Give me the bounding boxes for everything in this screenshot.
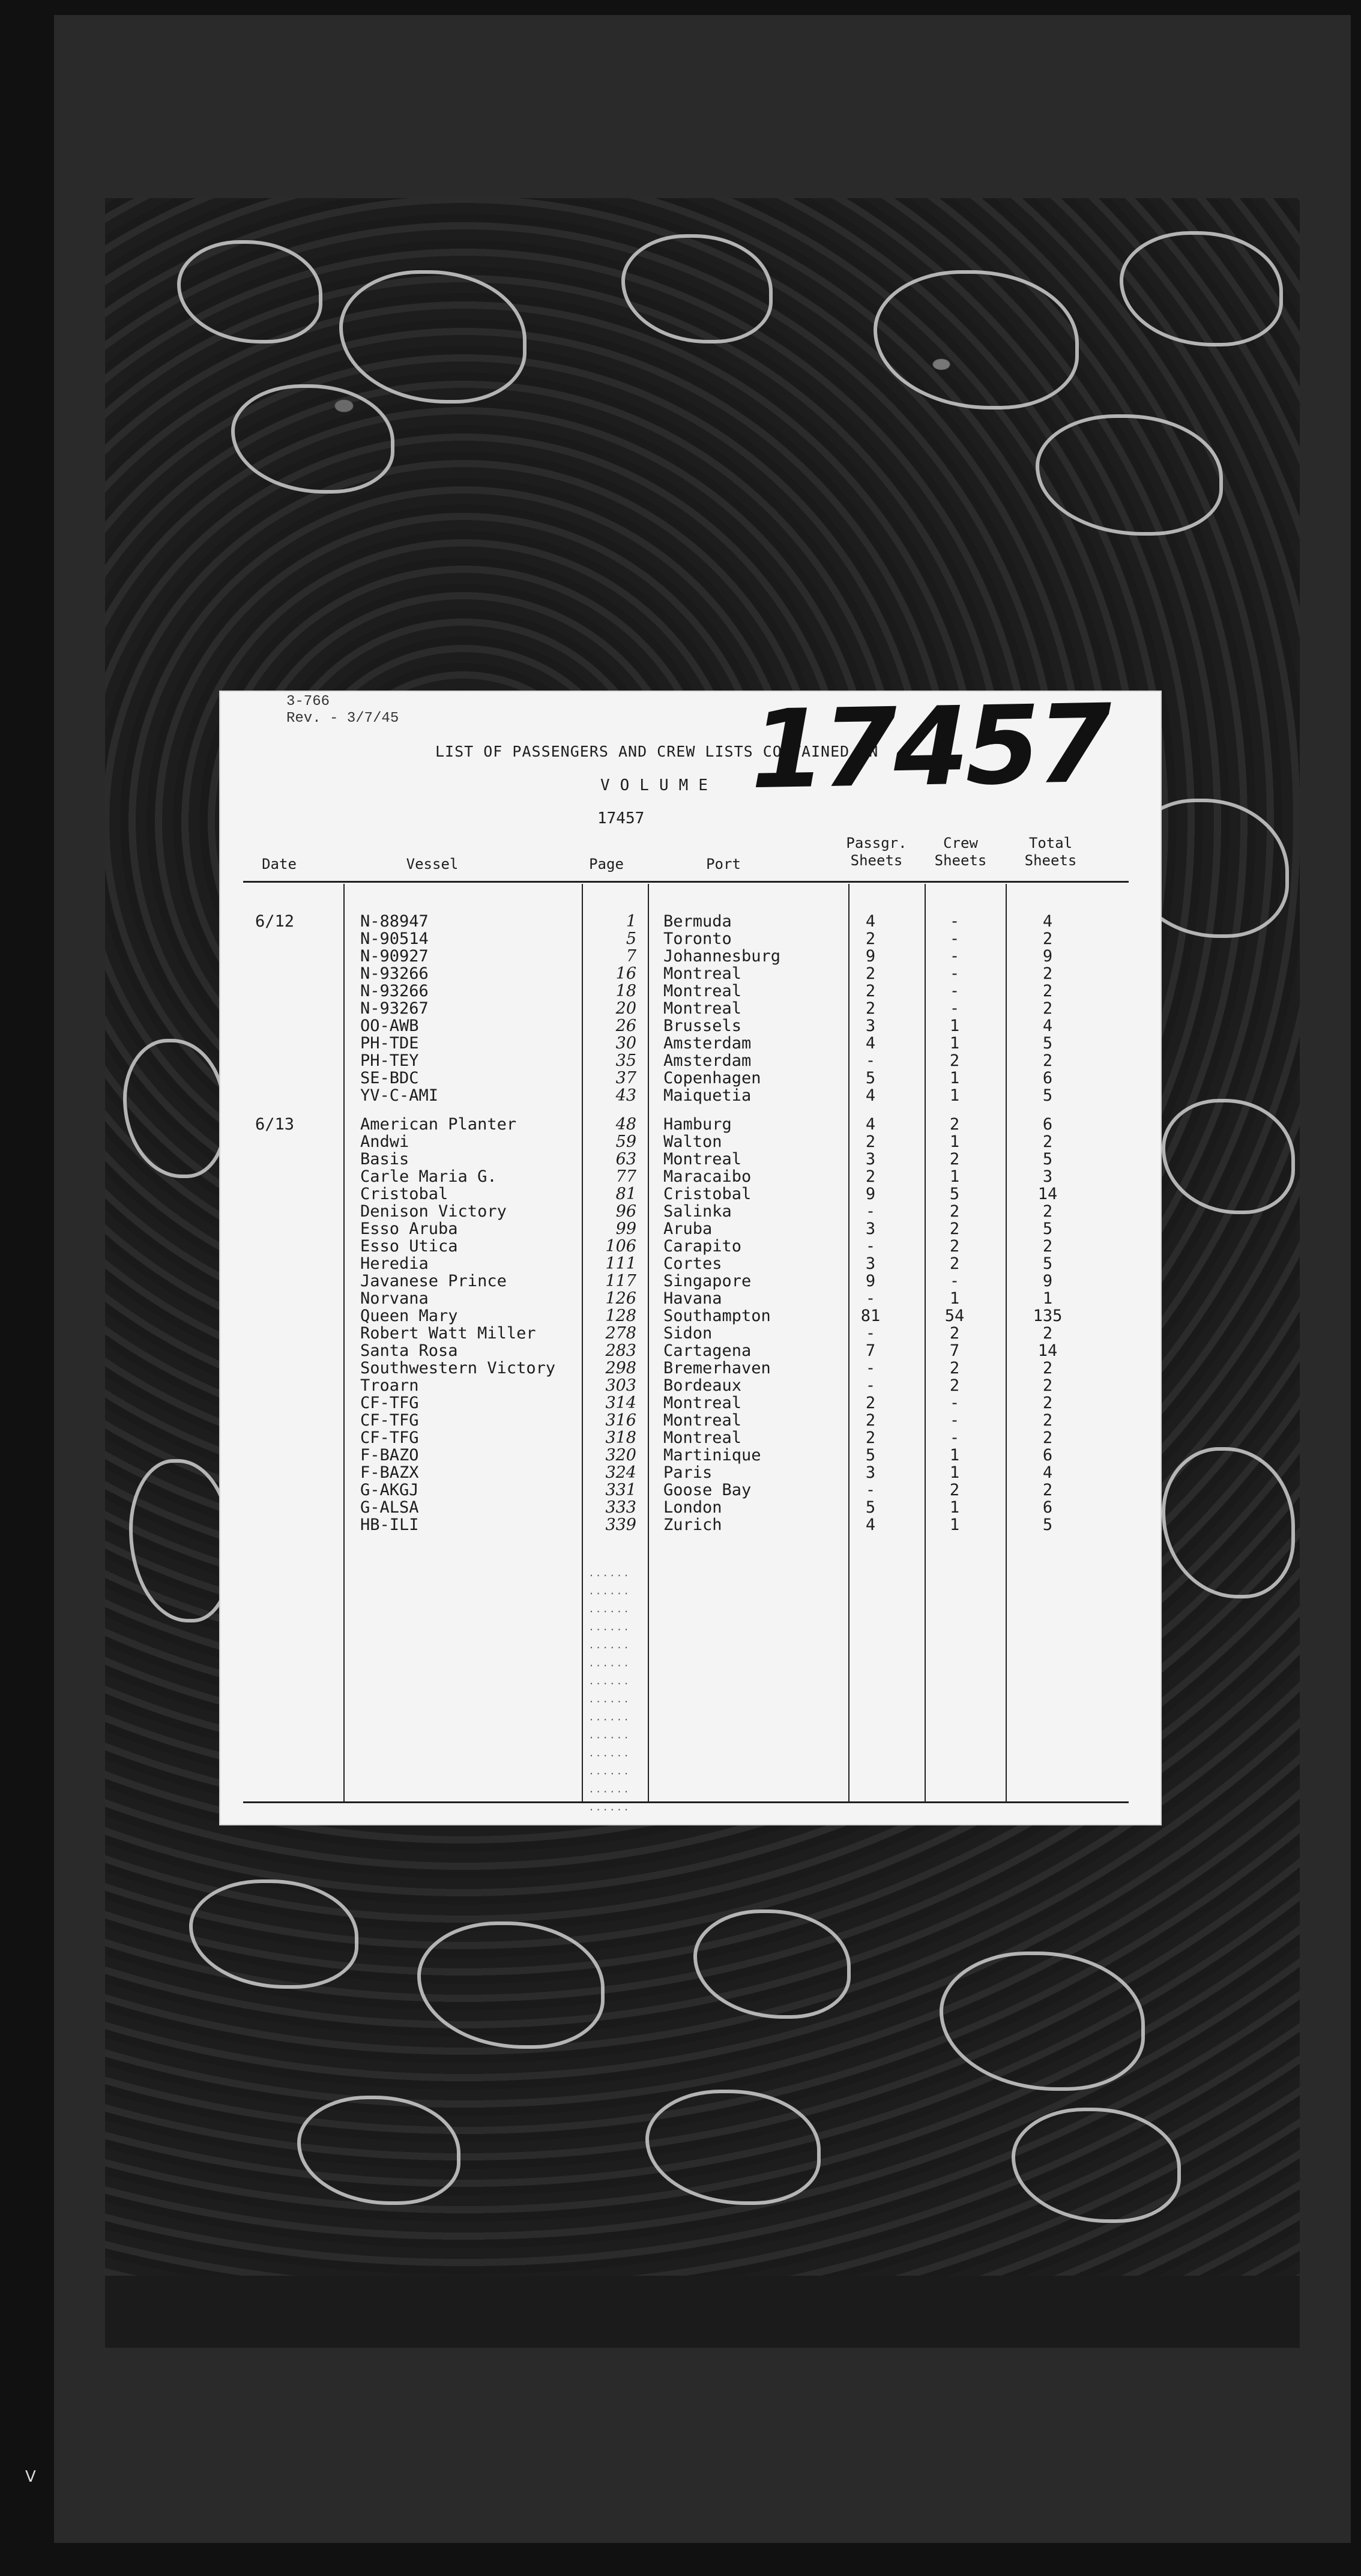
vessel-cell: N-90514: [360, 930, 429, 948]
passenger-sheets-cell: 3: [865, 1463, 876, 1482]
port-cell: Montreal: [663, 982, 742, 1000]
total-sheets-cell: 2: [1042, 1394, 1053, 1412]
port-cell: Salinka: [663, 1202, 732, 1221]
table-row: [219, 1238, 1162, 1256]
port-cell: Paris: [663, 1463, 713, 1482]
page-cell: 339: [605, 1516, 636, 1534]
page-cell: 81: [615, 1185, 636, 1203]
table-row: [219, 1412, 1162, 1430]
passenger-sheets-cell: 9: [865, 1272, 876, 1290]
table-row: [219, 1516, 1162, 1534]
vessel-cell: N-93267: [360, 999, 429, 1018]
passenger-sheets-cell: 5: [865, 1069, 876, 1087]
vessel-cell: Andwi: [360, 1132, 409, 1151]
empty-page-dots: ......: [588, 1711, 630, 1723]
passenger-sheets-cell: 2: [865, 982, 876, 1000]
crew-sheets-cell: 2: [949, 1359, 960, 1377]
table-row: [219, 1133, 1162, 1151]
table-row: [219, 1017, 1162, 1035]
total-sheets-cell: 2: [1042, 999, 1053, 1018]
table-row: [219, 1069, 1162, 1087]
table-row: [219, 1342, 1162, 1360]
passenger-sheets-cell: -: [865, 1481, 876, 1499]
crew-sheets-cell: 1: [949, 1516, 960, 1534]
table-row: [219, 1429, 1162, 1447]
page-cell: 128: [605, 1307, 636, 1325]
table-row: [219, 1116, 1162, 1134]
crew-sheets-cell: 2: [949, 1115, 960, 1134]
crew-sheets-cell: -: [949, 912, 960, 931]
crew-sheets-cell: -: [949, 1272, 960, 1290]
passenger-sheets-cell: 4: [865, 1034, 876, 1053]
passenger-sheets-cell: 4: [865, 1115, 876, 1134]
page-cell: 331: [605, 1481, 636, 1499]
crew-sheets-cell: 2: [949, 1237, 960, 1256]
passenger-sheets-cell: 4: [865, 912, 876, 931]
table-row: [219, 1052, 1162, 1070]
vessel-cell: OO-AWB: [360, 1017, 419, 1035]
page-cell: 1: [626, 912, 636, 931]
table-row: [219, 1325, 1162, 1343]
page-cell: 20: [615, 999, 636, 1018]
vessel-cell: Norvana: [360, 1289, 429, 1308]
crew-sheets-cell: 5: [949, 1185, 960, 1203]
page-cell: 314: [605, 1394, 636, 1412]
crew-sheets-cell: 1: [949, 1086, 960, 1105]
port-cell: Aruba: [663, 1220, 713, 1238]
page-cell: 16: [615, 964, 636, 983]
vessel-cell: Denison Victory: [360, 1202, 507, 1221]
total-sheets-cell: 5: [1042, 1254, 1053, 1273]
port-header: Port: [706, 856, 741, 872]
volume-number: 17457: [597, 809, 645, 827]
vessel-cell: N-90927: [360, 947, 429, 966]
page-cell: 5: [626, 930, 636, 948]
port-cell: Montreal: [663, 964, 742, 983]
total-sheets-cell: 9: [1042, 947, 1053, 966]
crew-header: Crew Sheets: [934, 835, 987, 869]
empty-page-dots: ......: [588, 1639, 630, 1651]
corner-mark: V: [25, 2468, 36, 2486]
vessel-cell: American Planter: [360, 1115, 517, 1134]
empty-page-dots: ......: [588, 1693, 630, 1705]
bottom-rule: [243, 1801, 1129, 1803]
vessel-cell: F-BAZO: [360, 1446, 419, 1465]
form-number: 3-766: [286, 694, 330, 710]
table-row: [219, 948, 1162, 966]
page-cell: 43: [615, 1086, 636, 1105]
page-cell: 324: [605, 1463, 636, 1482]
empty-page-dots: ......: [588, 1657, 630, 1669]
crew-sheets-cell: 2: [949, 1150, 960, 1169]
page-cell: 117: [605, 1272, 636, 1290]
total-sheets-cell: 5: [1042, 1220, 1053, 1238]
total-sheets-cell: 6: [1042, 1498, 1053, 1517]
port-cell: London: [663, 1498, 722, 1517]
table-row: [219, 1272, 1162, 1290]
crew-sheets-cell: 54: [944, 1307, 965, 1325]
page-cell: 283: [605, 1341, 636, 1360]
crew-sheets-cell: 1: [949, 1498, 960, 1517]
total-sheets-cell: 2: [1042, 964, 1053, 983]
table-row: [219, 1359, 1162, 1377]
passenger-sheets-cell: 4: [865, 1086, 876, 1105]
vessel-cell: Carle Maria G.: [360, 1167, 497, 1186]
total-sheets-cell: 2: [1042, 982, 1053, 1000]
passenger-sheets-cell: -: [865, 1376, 876, 1395]
empty-page-dots: ......: [588, 1729, 630, 1741]
total-sheets-cell: 135: [1033, 1307, 1063, 1325]
page-cell: 59: [615, 1132, 636, 1151]
cover-bottom-band: [105, 2276, 1300, 2348]
vessel-cell: Basis: [360, 1150, 409, 1169]
port-cell: Maracaibo: [663, 1167, 752, 1186]
empty-page-dots: ......: [588, 1603, 630, 1615]
vessel-cell: PH-TEY: [360, 1051, 419, 1070]
passenger-sheets-cell: 2: [865, 930, 876, 948]
passenger-sheets-cell: 2: [865, 999, 876, 1018]
total-sheets-cell: 5: [1042, 1516, 1053, 1534]
crew-sheets-cell: 2: [949, 1376, 960, 1395]
port-cell: Copenhagen: [663, 1069, 761, 1087]
vessel-cell: N-93266: [360, 982, 429, 1000]
crew-sheets-cell: -: [949, 930, 960, 948]
table-row: [219, 930, 1162, 948]
empty-page-dots: ......: [588, 1585, 630, 1597]
page-cell: 96: [615, 1202, 636, 1221]
port-cell: Montreal: [663, 1150, 742, 1169]
total-sheets-cell: 6: [1042, 1446, 1053, 1465]
total-sheets-cell: 14: [1037, 1341, 1058, 1360]
crew-sheets-cell: -: [949, 982, 960, 1000]
vessel-cell: Troarn: [360, 1376, 419, 1395]
total-sheets-cell: 2: [1042, 1132, 1053, 1151]
header-rule: [243, 881, 1129, 883]
table-row: [219, 1464, 1162, 1482]
passenger-sheets-cell: 3: [865, 1150, 876, 1169]
passenger-sheets-cell: -: [865, 1359, 876, 1377]
total-sheets-cell: 1: [1042, 1289, 1053, 1308]
page-cell: 316: [605, 1411, 636, 1430]
passenger-sheets-cell: 5: [865, 1446, 876, 1465]
port-cell: Carapito: [663, 1237, 742, 1256]
crew-sheets-cell: 1: [949, 1069, 960, 1087]
table-row: [219, 1035, 1162, 1053]
table-row: [219, 1447, 1162, 1465]
vessel-cell: Southwestern Victory: [360, 1359, 556, 1377]
port-cell: Havana: [663, 1289, 722, 1308]
passenger-sheets-cell: 2: [865, 1429, 876, 1447]
total-sheets-cell: 9: [1042, 1272, 1053, 1290]
passenger-sheets-cell: -: [865, 1237, 876, 1256]
crew-sheets-cell: 2: [949, 1202, 960, 1221]
crew-sheets-cell: 2: [949, 1051, 960, 1070]
port-cell: Goose Bay: [663, 1481, 752, 1499]
date-cell: 6/13: [255, 1115, 295, 1134]
total-sheets-cell: 2: [1042, 930, 1053, 948]
table-row: [219, 1150, 1162, 1169]
total-sheets-cell: 4: [1042, 1463, 1053, 1482]
empty-page-dots: ......: [588, 1747, 630, 1759]
total-sheets-cell: 6: [1042, 1115, 1053, 1134]
page-cell: 333: [605, 1498, 636, 1517]
vessel-cell: YV-C-AMI: [360, 1086, 439, 1105]
port-cell: Maiquetia: [663, 1086, 752, 1105]
form-stamp: [286, 694, 399, 727]
vessel-cell: CF-TFG: [360, 1429, 419, 1447]
table-row: [219, 982, 1162, 1000]
vessel-cell: Esso Utica: [360, 1237, 458, 1256]
empty-page-dots: ......: [588, 1801, 630, 1813]
page-cell: 63: [615, 1150, 636, 1169]
table-row: [219, 913, 1162, 931]
passenger-sheets-cell: 2: [865, 1394, 876, 1412]
vessel-cell: CF-TFG: [360, 1394, 419, 1412]
vessel-cell: SE-BDC: [360, 1069, 419, 1087]
page-cell: 7: [626, 947, 636, 966]
vessel-cell: Robert Watt Miller: [360, 1324, 536, 1343]
vessel-cell: N-93266: [360, 964, 429, 983]
crew-sheets-cell: 1: [949, 1463, 960, 1482]
passenger-sheets-cell: 2: [865, 1132, 876, 1151]
total-sheets-cell: 5: [1042, 1086, 1053, 1105]
page-header: Page: [589, 856, 624, 872]
date-header: Date: [262, 856, 297, 872]
crew-sheets-cell: 1: [949, 1167, 960, 1186]
port-cell: Amsterdam: [663, 1034, 752, 1053]
total-sheets-cell: 2: [1042, 1376, 1053, 1395]
vessel-cell: Cristobal: [360, 1185, 448, 1203]
port-cell: Johannesburg: [663, 947, 781, 966]
table-row: [219, 1087, 1162, 1105]
total-sheets-cell: 4: [1042, 912, 1053, 931]
empty-page-dots: ......: [588, 1567, 630, 1579]
page-cell: 18: [615, 982, 636, 1000]
crew-sheets-cell: -: [949, 1411, 960, 1430]
crew-sheets-cell: 2: [949, 1324, 960, 1343]
port-cell: Sidon: [663, 1324, 713, 1343]
page-cell: 37: [615, 1069, 636, 1087]
crew-sheets-cell: -: [949, 999, 960, 1018]
table-row: [219, 1499, 1162, 1517]
passenger-sheets-cell: 3: [865, 1220, 876, 1238]
vessel-cell: N-88947: [360, 912, 429, 931]
port-cell: Cartagena: [663, 1341, 752, 1360]
page-cell: 303: [605, 1376, 636, 1395]
total-sheets-cell: 2: [1042, 1237, 1053, 1256]
port-cell: Cortes: [663, 1254, 722, 1273]
port-cell: Bermuda: [663, 912, 732, 931]
port-cell: Zurich: [663, 1516, 722, 1534]
port-cell: Southampton: [663, 1307, 771, 1325]
passenger-sheets-cell: -: [865, 1202, 876, 1221]
passenger-sheets-cell: 3: [865, 1254, 876, 1273]
table-row: [219, 1255, 1162, 1273]
handwritten-volume-number: 17457: [749, 681, 1110, 814]
total-sheets-cell: 14: [1037, 1185, 1058, 1203]
vessel-cell: Javanese Prince: [360, 1272, 507, 1290]
crew-sheets-cell: 1: [949, 1132, 960, 1151]
crew-sheets-cell: -: [949, 1429, 960, 1447]
total-sheets-cell: 3: [1042, 1167, 1053, 1186]
crew-sheets-cell: 7: [949, 1341, 960, 1360]
port-cell: Amsterdam: [663, 1051, 752, 1070]
total-sheets-cell: 2: [1042, 1324, 1053, 1343]
table-row: [219, 1481, 1162, 1499]
passenger-sheets-cell: 9: [865, 947, 876, 966]
passenger-sheets-cell: 2: [865, 964, 876, 983]
page-cell: 111: [605, 1254, 636, 1273]
total-header: Total Sheets: [1024, 835, 1077, 869]
port-cell: Toronto: [663, 930, 732, 948]
port-cell: Montreal: [663, 1429, 742, 1447]
passenger-sheets-cell: -: [865, 1324, 876, 1343]
crew-sheets-cell: 2: [949, 1254, 960, 1273]
vessel-cell: HB-ILI: [360, 1516, 419, 1534]
passenger-sheets-cell: -: [865, 1051, 876, 1070]
port-cell: Walton: [663, 1132, 722, 1151]
table-row: [219, 1307, 1162, 1325]
port-cell: Montreal: [663, 1394, 742, 1412]
table-row: [219, 1377, 1162, 1395]
port-cell: Singapore: [663, 1272, 752, 1290]
crew-sheets-cell: -: [949, 1394, 960, 1412]
crew-sheets-cell: 1: [949, 1034, 960, 1053]
passenger-sheets-cell: -: [865, 1289, 876, 1308]
passenger-sheets-cell: 7: [865, 1341, 876, 1360]
page-cell: 320: [605, 1446, 636, 1465]
vessel-cell: G-ALSA: [360, 1498, 419, 1517]
crew-sheets-cell: 1: [949, 1289, 960, 1308]
empty-page-dots: ......: [588, 1765, 630, 1777]
table-row: [219, 1185, 1162, 1203]
vessel-cell: PH-TDE: [360, 1034, 419, 1053]
vessel-cell: F-BAZX: [360, 1463, 419, 1482]
date-cell: 6/12: [255, 912, 295, 931]
page-cell: 278: [605, 1324, 636, 1343]
table-row: [219, 1220, 1162, 1238]
page-cell: 48: [615, 1115, 636, 1134]
crew-sheets-cell: 1: [949, 1017, 960, 1035]
passenger-sheets-cell: 3: [865, 1017, 876, 1035]
vessel-cell: Heredia: [360, 1254, 429, 1273]
page-cell: 106: [605, 1237, 636, 1256]
crew-sheets-cell: -: [949, 947, 960, 966]
total-sheets-cell: 4: [1042, 1017, 1053, 1035]
port-cell: Bordeaux: [663, 1376, 742, 1395]
vessel-cell: G-AKGJ: [360, 1481, 419, 1499]
vessel-cell: CF-TFG: [360, 1411, 419, 1430]
total-sheets-cell: 5: [1042, 1034, 1053, 1053]
port-cell: Montreal: [663, 1411, 742, 1430]
table-row: [219, 1290, 1162, 1308]
page-cell: 318: [605, 1429, 636, 1447]
passenger-sheets-cell: 9: [865, 1185, 876, 1203]
vessel-header: Vessel: [406, 856, 459, 872]
document-label: [219, 681, 1162, 1825]
total-sheets-cell: 2: [1042, 1202, 1053, 1221]
crew-sheets-cell: 2: [949, 1220, 960, 1238]
total-sheets-cell: 2: [1042, 1411, 1053, 1430]
document-title: LIST OF PASSENGERS AND CREW LISTS CONTAINED IN: [435, 743, 879, 760]
passenger-sheets-cell: 4: [865, 1516, 876, 1534]
port-cell: Martinique: [663, 1446, 761, 1465]
table-row: [219, 1394, 1162, 1412]
page-cell: 126: [605, 1289, 636, 1308]
total-sheets-cell: 2: [1042, 1051, 1053, 1070]
empty-page-dots: ......: [588, 1783, 630, 1795]
total-sheets-cell: 2: [1042, 1359, 1053, 1377]
passenger-sheets-cell: 2: [865, 1411, 876, 1430]
vessel-cell: Esso Aruba: [360, 1220, 458, 1238]
page-cell: 35: [615, 1051, 636, 1070]
crew-sheets-cell: 1: [949, 1446, 960, 1465]
passengers-header: Passgr. Sheets: [846, 835, 907, 869]
table-row: [219, 1000, 1162, 1018]
passenger-sheets-cell: 81: [860, 1307, 881, 1325]
empty-page-dots: ......: [588, 1621, 630, 1633]
vessel-cell: Santa Rosa: [360, 1341, 458, 1360]
revision-date: Rev. - 3/7/45: [286, 710, 399, 727]
page-cell: 77: [615, 1167, 636, 1186]
volume-label: VOLUME: [600, 776, 718, 794]
table-row: [219, 1203, 1162, 1221]
page-cell: 30: [615, 1034, 636, 1053]
passenger-sheets-cell: 2: [865, 1167, 876, 1186]
port-cell: Brussels: [663, 1017, 742, 1035]
total-sheets-cell: 2: [1042, 1481, 1053, 1499]
port-cell: Cristobal: [663, 1185, 752, 1203]
page-cell: 298: [605, 1359, 636, 1377]
port-cell: Hamburg: [663, 1115, 732, 1134]
page-cell: 26: [615, 1017, 636, 1035]
vessel-cell: Queen Mary: [360, 1307, 458, 1325]
crew-sheets-cell: 2: [949, 1481, 960, 1499]
port-cell: Bremerhaven: [663, 1359, 771, 1377]
page-cell: 99: [615, 1220, 636, 1238]
total-sheets-cell: 5: [1042, 1150, 1053, 1169]
table-row: [219, 965, 1162, 983]
empty-page-dots: ......: [588, 1675, 630, 1687]
crew-sheets-cell: -: [949, 964, 960, 983]
passenger-sheets-cell: 5: [865, 1498, 876, 1517]
total-sheets-cell: 2: [1042, 1429, 1053, 1447]
port-cell: Montreal: [663, 999, 742, 1018]
table-row: [219, 1168, 1162, 1186]
total-sheets-cell: 6: [1042, 1069, 1053, 1087]
